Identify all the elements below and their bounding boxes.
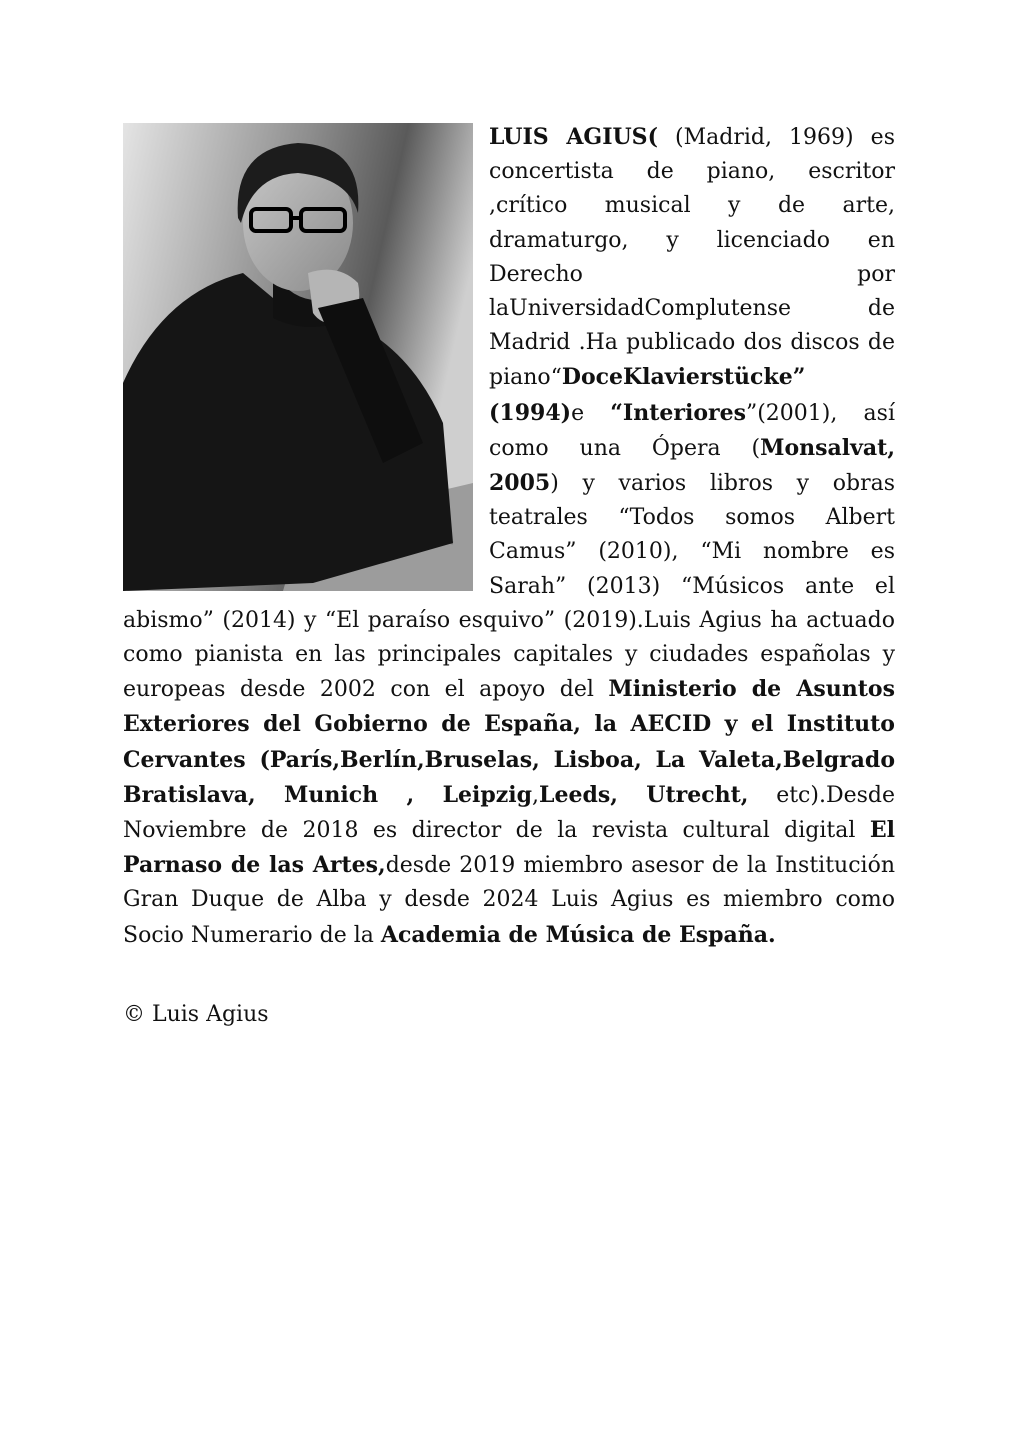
copyright-notice: © Luis Agius: [123, 1002, 269, 1027]
academy-name: Academia de Música de España.: [380, 921, 776, 948]
opera-title: Monsalvat, 2005: [489, 434, 895, 497]
biography-text: LUIS AGIUS( (Madrid, 1969) es concertista de piano, escritor ,crítico musical y de arte, dramaturgo, y licenciado en Derecho por laUniversidadComplutense de Madrid .Ha publicado dos discos de piano“DoceKlavierstücke” (1994)e “Interiores”(2001), así como una Ópera (Monsalvat, 2005) y varios libros y obras teatrales “Todos somos Albert Camus” (2010), “Mi nombre es Sarah” (2013) “Músicos ante el abismo” (2014) y “El paraíso esquivo” (2019).Luis Agius ha actuado como pianista en las principales capitales y ciudades españolas y europeas desde 2002 con el apoyo del Ministerio de Asuntos Exteriores del Gobierno de España, la AECID y el Instituto Cervantes (París,Berlín,Bruselas, Lisboa, La Valeta,Belgrado Bratislava, Munich , Leipzig,Leeds, Utrecht, etc).Desde Noviembre de 2018 es director de la revista cultural digital El Parnaso de las Artes,desde 2019 miembro asesor de la Institución Gran Duque de Alba y desde 2024 Luis Agius es miembro como Socio Numerario de la Academia de Música de España.: [123, 120, 895, 953]
author-name: LUIS AGIUS: [489, 124, 648, 150]
magazine-name: El Parnaso de las Artes,: [123, 817, 895, 879]
institutions: Ministerio de Asuntos Exteriores del Gobierno de España, la AECID y el Instituto Cervantes (París,Berlín,Bruselas, Lisboa, La Valeta,Belgrado Bratislava, Munich , Leipzig: [123, 676, 895, 808]
album-year-1: (1994): [489, 399, 572, 426]
cities: Leeds, Utrecht,: [539, 781, 749, 808]
album-title-2: “Interiores: [610, 399, 746, 426]
photo-float-spacer: [123, 120, 489, 596]
album-title-1: DoceKlavierstücke”: [561, 364, 806, 391]
